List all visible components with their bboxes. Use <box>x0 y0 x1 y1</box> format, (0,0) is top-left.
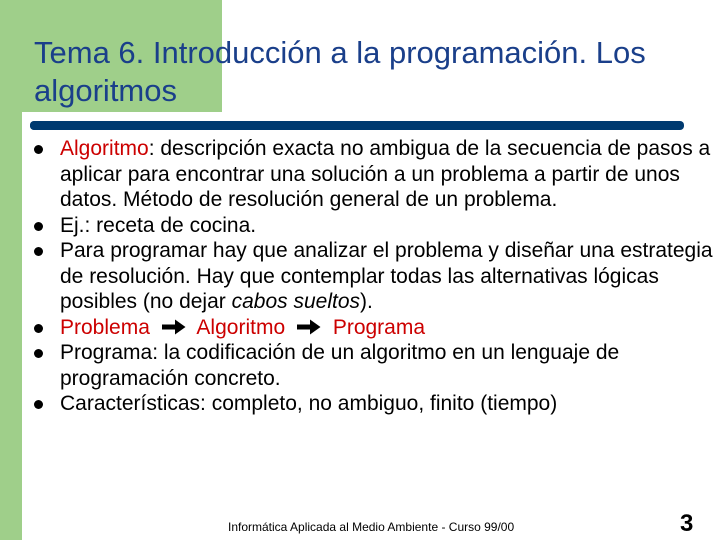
right-arrow-icon <box>296 318 322 336</box>
bullet-text: : descripción exacta no ambigua de la secuencia de pasos a aplicar para encontrar una solución a un problema a partir de unos datos. Método de resolución general de un problema. <box>60 137 711 211</box>
bullet-text: Para programar hay que analizar el problema y diseñar una estrategia de resolución. Hay que contemplar todas las alternativas lógicas posibles (no dejar <box>60 239 713 313</box>
flow-step-programa: Programa <box>332 315 426 339</box>
bullet-dot-icon <box>34 222 43 231</box>
bullet-item <box>28 340 718 391</box>
title-underline-rule <box>30 121 684 130</box>
page-number: 3 <box>680 510 694 537</box>
bullet-dot-icon <box>34 145 43 154</box>
bullet-dot-icon <box>34 247 43 256</box>
title-underline-cap <box>30 121 60 130</box>
bullet-item <box>28 238 718 315</box>
bullet-text: Características: completo, no ambiguo, finito (tiempo) <box>60 392 558 415</box>
italic-phrase: cabos sueltos <box>231 290 361 313</box>
bullet-text: Programa: la codificación de un algoritmo en un lenguaje de programación concreto. <box>60 341 620 390</box>
right-arrow-icon <box>161 318 187 336</box>
bullet-item <box>28 213 718 239</box>
bullet-dot-icon <box>34 349 43 358</box>
term-algoritmo: Algoritmo <box>60 137 149 160</box>
bullet-text-end: ). <box>360 290 373 313</box>
bullet-dot-icon <box>34 400 43 409</box>
slide-title: Tema 6. Introducción a la programación. Los algoritmos <box>34 35 646 108</box>
bullet-dot-icon <box>34 324 43 333</box>
flow-step-problema: Problema <box>60 315 150 339</box>
flow-step-algoritmo: Algoritmo <box>196 315 286 339</box>
footer-course-label: Informática Aplicada al Medio Ambiente - Curso 99/00 <box>228 520 515 534</box>
bullet-list <box>28 136 718 417</box>
bullet-item <box>28 315 718 341</box>
bullet-item <box>28 136 718 213</box>
bullet-text: Ej.: receta de cocina. <box>60 213 257 237</box>
bullet-item <box>28 391 718 417</box>
